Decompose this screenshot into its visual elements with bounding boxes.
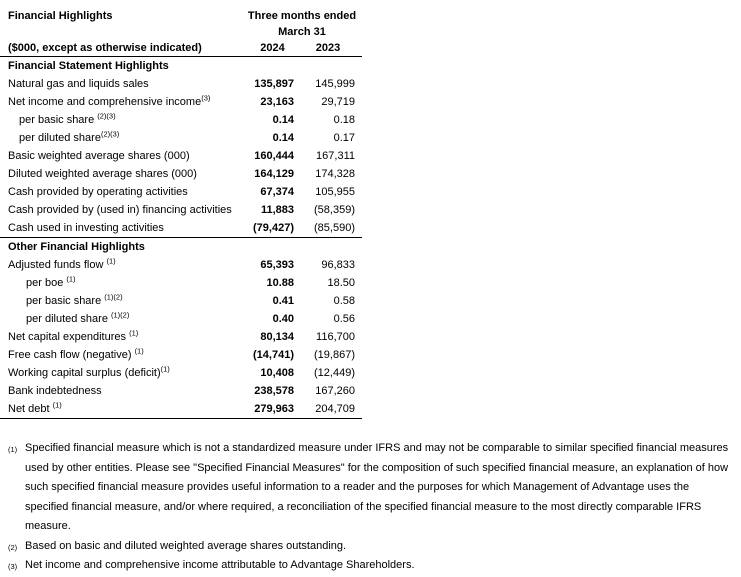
column-header-2023: 2023 — [294, 40, 362, 57]
row-footnote-ref: (3) — [201, 93, 211, 103]
row-label: Natural gas and liquids sales — [8, 78, 149, 90]
row-footnote-ref: (2)(3) — [97, 111, 116, 121]
footnote — [0, 537, 735, 557]
row-footnote-ref: (1)(2) — [104, 292, 123, 302]
value-2024: 67,374 — [260, 186, 294, 198]
row-label: Working capital surplus (deficit) — [8, 367, 161, 379]
table-row — [0, 219, 362, 238]
value-2024: 279,963 — [242, 400, 294, 419]
header-row-title — [0, 8, 362, 24]
value-2023: 29,719 — [321, 96, 355, 108]
table-row — [0, 346, 362, 364]
table-row — [0, 147, 362, 165]
row-label: Adjusted funds flow — [8, 259, 107, 271]
value-2023: (85,590) — [294, 219, 362, 238]
row-label: Cash provided by (used in) financing activities — [8, 204, 232, 216]
value-2023: (58,359) — [314, 204, 355, 216]
value-2024: 10.88 — [266, 277, 294, 289]
value-2024: 0.14 — [272, 132, 294, 144]
column-header-2024: 2024 — [242, 40, 294, 57]
row-label: per diluted share — [26, 313, 111, 325]
row-label: Net capital expenditures — [8, 331, 130, 343]
section-heading-row — [0, 57, 362, 76]
value-2024: 11,883 — [260, 204, 294, 216]
table-header — [0, 8, 362, 57]
row-label: per diluted share — [19, 132, 101, 144]
footnote-text: Specified financial measure which is not a standardized measure under IFRS and may not be comparable to similar specified financial measures used by other entities. Please see "Specified Financial Measures" for the composition of such specified financial measure, an explanation of how such specified financial measure provides useful information to a reader and the purposes for which Management of Advantage uses the specified financial measure, and/or where required, a reconciliation of the specified financial measure to the most directly comparable IFRS measure. — [25, 442, 729, 532]
row-footnote-ref: (1) — [129, 328, 139, 338]
value-2023: 174,328 — [315, 168, 355, 180]
value-2023: 0.17 — [333, 132, 355, 144]
header-spacer — [0, 24, 242, 40]
section-financial-statement-highlights — [0, 57, 362, 238]
row-label: Cash provided by operating activities — [8, 186, 188, 198]
value-2023: 105,955 — [315, 186, 355, 198]
row-label: Diluted weighted average shares (000) — [8, 168, 197, 180]
value-2023: 116,700 — [316, 331, 355, 343]
table-row — [0, 75, 362, 93]
row-footnote-ref: (1) — [52, 400, 62, 410]
value-2023: (12,449) — [314, 367, 355, 379]
table-row — [0, 201, 362, 219]
table-title: Financial Highlights — [8, 10, 113, 22]
row-label: Cash used in investing activities — [8, 222, 164, 234]
row-footnote-ref: (1)(2) — [111, 310, 130, 320]
unit-note: ($000, except as otherwise indicated) — [0, 40, 242, 57]
table-row — [0, 292, 362, 310]
value-2024: 238,578 — [254, 385, 294, 397]
row-label: per basic share — [19, 114, 98, 126]
section-heading: Financial Statement Highlights — [8, 60, 169, 72]
row-label: Free cash flow (negative) — [8, 349, 135, 361]
section-other-financial-highlights — [0, 238, 362, 419]
value-2023: 0.58 — [333, 295, 355, 307]
value-2024: 164,129 — [254, 168, 294, 180]
table-row — [0, 328, 362, 346]
financial-highlights-page — [0, 8, 741, 571]
value-2024: 135,897 — [254, 78, 294, 90]
footnote — [0, 556, 735, 576]
value-2023: 145,999 — [315, 78, 355, 90]
value-2023: 96,833 — [321, 259, 355, 271]
value-2024: 10,408 — [260, 367, 294, 379]
section-heading: Other Financial Highlights — [8, 241, 145, 253]
section-heading-row — [0, 238, 362, 257]
table-row — [0, 93, 362, 111]
table-row — [0, 183, 362, 201]
value-2024: 65,393 — [260, 259, 294, 271]
value-2024: (79,427) — [242, 219, 294, 238]
row-label: per boe — [26, 277, 67, 289]
value-2024: 23,163 — [260, 96, 294, 108]
value-2024: 0.41 — [272, 295, 294, 307]
value-2024: 0.40 — [272, 313, 294, 325]
value-2023: 167,311 — [316, 150, 355, 162]
value-2024: (14,741) — [253, 349, 294, 361]
header-row-period — [0, 24, 362, 40]
table-row — [0, 382, 362, 400]
header-row-columns — [0, 40, 362, 57]
row-footnote-ref: (1) — [106, 256, 116, 266]
table-row — [0, 400, 362, 419]
footnote-marker: (3) — [8, 562, 18, 571]
value-2023: 167,260 — [315, 385, 355, 397]
footnote-marker: (1) — [8, 445, 18, 454]
footnote-text: Net income and comprehensive income attributable to Advantage Shareholders. — [25, 559, 415, 571]
footnote — [0, 439, 735, 537]
row-footnote-ref: (1) — [66, 274, 76, 284]
footnote-text: Based on basic and diluted weighted average shares outstanding. — [25, 539, 347, 552]
period-header-line1: Three months ended — [247, 10, 357, 22]
table-row — [0, 364, 362, 382]
table-row — [0, 274, 362, 292]
value-2024: 160,444 — [254, 150, 294, 162]
row-footnote-ref: (1) — [160, 364, 170, 374]
footnotes — [0, 439, 735, 576]
period-header-line2: March 31 — [278, 26, 326, 38]
table-row — [0, 256, 362, 274]
table-row — [0, 165, 362, 183]
financial-highlights-table — [0, 8, 362, 419]
row-label: Bank indebtedness — [8, 385, 102, 397]
row-label: Net debt — [8, 403, 53, 415]
row-label: Net income and comprehensive income — [8, 96, 202, 108]
row-label: Basic weighted average shares (000) — [8, 150, 190, 162]
value-2023: 0.18 — [333, 114, 355, 126]
row-footnote-ref: (2)(3) — [100, 129, 120, 139]
row-footnote-ref: (1) — [134, 346, 144, 356]
value-2023: 204,709 — [294, 400, 362, 419]
row-label: per basic share — [26, 295, 105, 307]
table-row — [0, 111, 362, 129]
value-2024: 0.14 — [272, 114, 294, 126]
table-row — [0, 129, 362, 147]
value-2023: (19,867) — [314, 349, 355, 361]
value-2024: 80,134 — [260, 331, 294, 343]
value-2023: 18.50 — [327, 277, 355, 289]
footnote-marker: (2) — [8, 542, 18, 552]
table-row — [0, 310, 362, 328]
value-2023: 0.56 — [333, 313, 355, 325]
